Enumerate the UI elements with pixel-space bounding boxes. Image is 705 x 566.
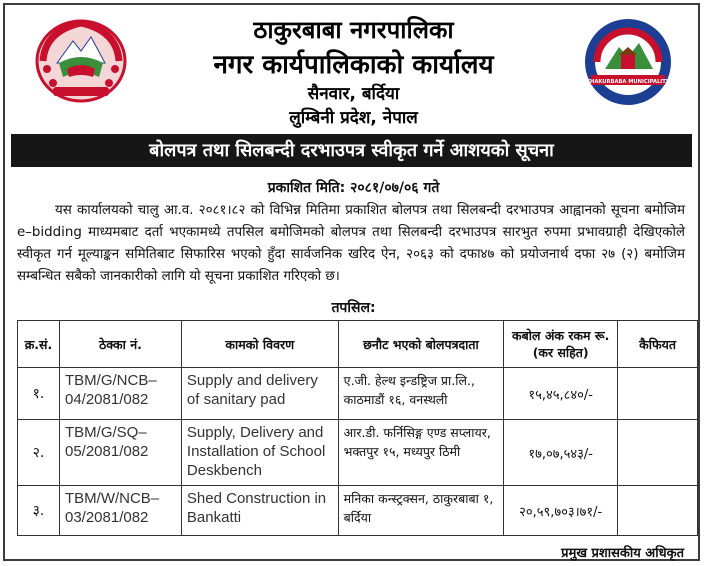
row-serial: १. <box>18 368 60 420</box>
office-name: नगर कार्यपालिकाको कार्यालय <box>213 50 494 80</box>
row-serial: २. <box>18 420 60 486</box>
row-selected-bidder: आर.डी. फर्निसिङ्ग एण्ड सप्लायर, भक्तपुर १५, मध्यपुर ठिमी <box>338 420 504 486</box>
row-contract-no: TBM/W/NCB–03/2081/082 <box>59 486 181 536</box>
table-row <box>18 368 698 420</box>
row-selected-bidder: मनिका कन्स्ट्रक्सन, ठाकुरबाबा १, बर्दिया <box>338 486 504 536</box>
row-serial: ३. <box>18 486 60 536</box>
approved-bids-table <box>17 320 698 536</box>
notice-title-banner: बोलपत्र तथा सिलबन्दी दरभाउपत्र स्वीकृत गर्ने आशयको सूचना <box>11 134 692 167</box>
row-remarks <box>618 486 698 536</box>
row-selected-bidder: ए.जी. हेल्थ इन्डष्ट्रिज प्रा.लि., काठमाडौं १६, वनस्थली <box>338 368 504 420</box>
row-work-description: Shed Construction in Bankatti <box>181 486 338 536</box>
header-bid-amount: कबोल अंक रकम रू. (कर सहित) <box>504 321 618 368</box>
row-bid-amount: १५,४५,८४०/- <box>504 368 618 420</box>
table-header-row <box>18 321 698 368</box>
signatory-title: प्रमुख प्रशासकीय अधिकृत <box>561 546 684 561</box>
details-label: तपसिल: <box>331 300 376 316</box>
header-contract-no: ठेक्का नं. <box>59 321 181 368</box>
header-remarks: कैफियत <box>618 321 698 368</box>
table-row <box>18 486 698 536</box>
row-contract-no: TBM/G/NCB–04/2081/082 <box>59 368 181 420</box>
notice-page <box>3 3 700 561</box>
notice-body-paragraph: यस कार्यालयको चालु आ.व. २०८१।८२ को विभिन्न मितिमा प्रकाशित बोलपत्र तथा सिलबन्दी दरभाउपत्र आह्वानको सूचना बमोजिम e–bidding माध्यमबाट दर्ता भएकामध्ये तपसिल बमोजिमको बोलपत्र तथा सिलबन्दी दरभाउपत्र सारभुत रुपमा प्रभावग्राही देखिएकोले स्वीकृत गर्न मूल्याङ्कन समितिबाट सिफारिस भएको हुँदा सार्वजनिक खरिद ऐन, २०६३ को दफा४७ को प्रयोजनार्थ दफा २७ (२) बमोजिम सम्बन्धित सबैको जानकारीको लागि यो सूचना प्रकाशित गरिएको छ। <box>17 203 685 284</box>
row-remarks <box>618 420 698 486</box>
header-selected-bidder: छनौट भएको बोलपत्रदाता <box>338 321 504 368</box>
row-bid-amount: २०,५९,७०३।७१/- <box>504 486 618 536</box>
row-work-description: Supply and delivery of sanitary pad <box>181 368 338 420</box>
row-contract-no: TBM/G/SQ–05/2081/082 <box>59 420 181 486</box>
published-date: प्रकाशित मिति: २०८१/०७/०६ गते <box>267 180 440 196</box>
row-bid-amount: १७,०७,५४३/- <box>504 420 618 486</box>
row-work-description: Supply, Delivery and Installation of School Deskbench <box>181 420 338 486</box>
office-address: सैनवार, बर्दिया <box>307 84 400 104</box>
province-country: लुम्बिनी प्रदेश, नेपाल <box>289 108 418 128</box>
header-serial: क्र.सं. <box>18 321 60 368</box>
municipality-name: ठाकुरबाबा नगरपालिका <box>253 16 454 44</box>
header-work-description: कामको विवरण <box>181 321 338 368</box>
table-row <box>18 420 698 486</box>
logo-text: THAKURBABA MUNICIPALITY <box>586 79 670 85</box>
row-remarks <box>618 368 698 420</box>
